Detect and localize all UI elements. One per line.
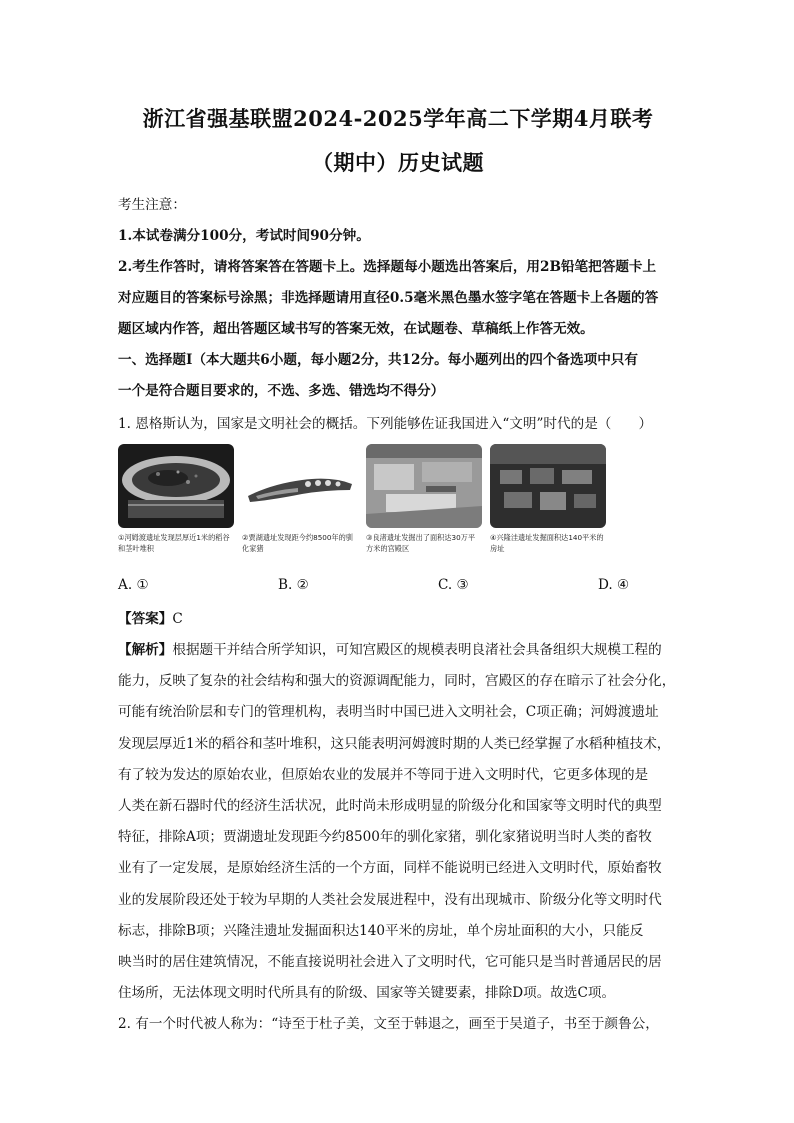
notice-item-2-line-3: 题区域内作答，超出答题区域书写的答案无效，在试题卷、草稿纸上作答无效。 [118, 321, 594, 337]
analysis-line: 能力，反映了复杂的社会结构和强大的资源调配能力，同时，宫殿区的存在暗示了社会分化， [118, 673, 676, 690]
title-line-2: （期中）历史试题 [312, 150, 484, 175]
question-2-stem: 2. 有一个时代被人称为：“诗至于杜子美，文至于韩退之，画至于吴道子，书至于颜鲁公， [118, 1016, 659, 1033]
question-1-figures [118, 444, 678, 562]
figure-3-photo [366, 444, 482, 528]
analysis-label: 【解析】 [118, 642, 173, 658]
analysis-line: 映当时的居住建筑情况，不能直接说明社会进入了文明时代，它可能只是当时普通居民的居 [118, 954, 662, 971]
figure-2 [242, 444, 358, 562]
pig-bone-photo [242, 444, 358, 528]
analysis-line: 住场所，无法体现文明时代所具有的阶级、国家等关键要素，排除D项。故选C项。 [118, 985, 616, 1002]
section-heading-line-2: 一个是符合题目要求的，不选、多选、错选均不得分） [118, 383, 445, 399]
notice-item-1: 1.本试卷满分100分，考试时间90分钟。 [118, 228, 370, 244]
figure-4 [490, 444, 606, 562]
figure-3 [366, 444, 482, 562]
figure-1-caption: ①河姆渡遗址发现层厚近1米的稻谷和茎叶堆积 [118, 533, 230, 553]
analysis-line: 有了较为发达的原始农业，但原始农业的发展并不等同于进入文明时代，它更多体现的是 [118, 766, 649, 783]
analysis-line: 可能有统治阶层和专门的管理机构，表明当时中国已进入文明社会，C项正确；河姆渡遗址 [118, 704, 659, 721]
notice-heading: 考生注意： [118, 197, 186, 213]
figure-4-caption: ④兴隆洼遗址发掘面积达140平米的房址 [490, 533, 604, 553]
figure-2-photo [242, 444, 358, 528]
analysis-line: 发现层厚近1米的稻谷和茎叶堆积，这只能表明河姆渡时期的人类已经掌握了水稻种植技术， [118, 735, 671, 752]
notice-item-2-line-2: 对应题目的答案标号涂黑；非选择题请用直径0.5毫米黑色墨水签字笔在答题卡上各题的答 [118, 290, 659, 306]
analysis-line [118, 635, 678, 666]
analysis-line: 业有了一定发展，是原始经济生活的一个方面，同样不能说明已经进入文明时代，原始畜牧 [118, 860, 662, 877]
answer-label: 【答案】 [118, 611, 173, 627]
figure-1-photo [118, 444, 234, 528]
option-d[interactable]: D. ④ [598, 577, 630, 593]
rice-pile-photo [118, 444, 234, 528]
analysis-line: 标志，排除B项；兴隆洼遗址发掘面积达140平米的房址，单个房址面积的大小，只能反 [118, 922, 644, 939]
figure-2-caption: ②贾湖遗址发现距今约8500年的驯化家猪 [242, 533, 353, 553]
analysis-line: 业的发展阶段还处于较为早期的人类社会发展进程中，没有出现城市、阶级分化等文明时代 [118, 891, 662, 908]
question-1-answer [118, 604, 678, 635]
figure-4-photo [490, 444, 606, 528]
title-line-1: 浙江省强基联盟2024-2025学年高二下学期4月联考 [142, 106, 654, 131]
question-1-stem: 1. 恩格斯认为，国家是文明社会的概括。下列能够佐证我国进入“文明”时代的是（ ） [118, 416, 653, 432]
analysis-line: 特征，排除A项；贾湖遗址发现距今约8500年的驯化家猪，驯化家猪说明当时人类的畜牧 [118, 829, 652, 846]
option-c[interactable]: C. ③ [438, 577, 469, 593]
analysis-line: 人类在新石器时代的经济生活状况，此时尚未形成明显的阶级分化和国家等文明时代的典型 [118, 798, 662, 815]
figure-3-caption: ③良渚遗址发掘出了面积达30万平方米的宫殿区 [366, 533, 476, 553]
question-1-options [118, 572, 678, 598]
palace-site-photo [366, 444, 482, 528]
exam-page [118, 100, 678, 1040]
answer-value: C [172, 611, 183, 627]
notice-item-2-line-1: 2.考生作答时，请将答案答在答题卡上。选择题每小题选出答案后，用2B铅笔把答题卡上 [118, 259, 657, 275]
question-1-analysis [118, 635, 678, 1009]
analysis-line-text: 根据题干并结合所学知识，可知宫殿区的规模表明良渚社会具备组织大规模工程的 [172, 642, 662, 658]
section-heading-line-1: 一、选择题Ⅰ（本大题共6小题，每小题2分，共12分。每小题列出的四个备选项中只有 [118, 352, 638, 368]
option-b[interactable]: B. ② [278, 577, 309, 593]
house-site-photo [490, 444, 606, 528]
figure-1 [118, 444, 234, 562]
option-a[interactable]: A. ① [118, 577, 149, 593]
